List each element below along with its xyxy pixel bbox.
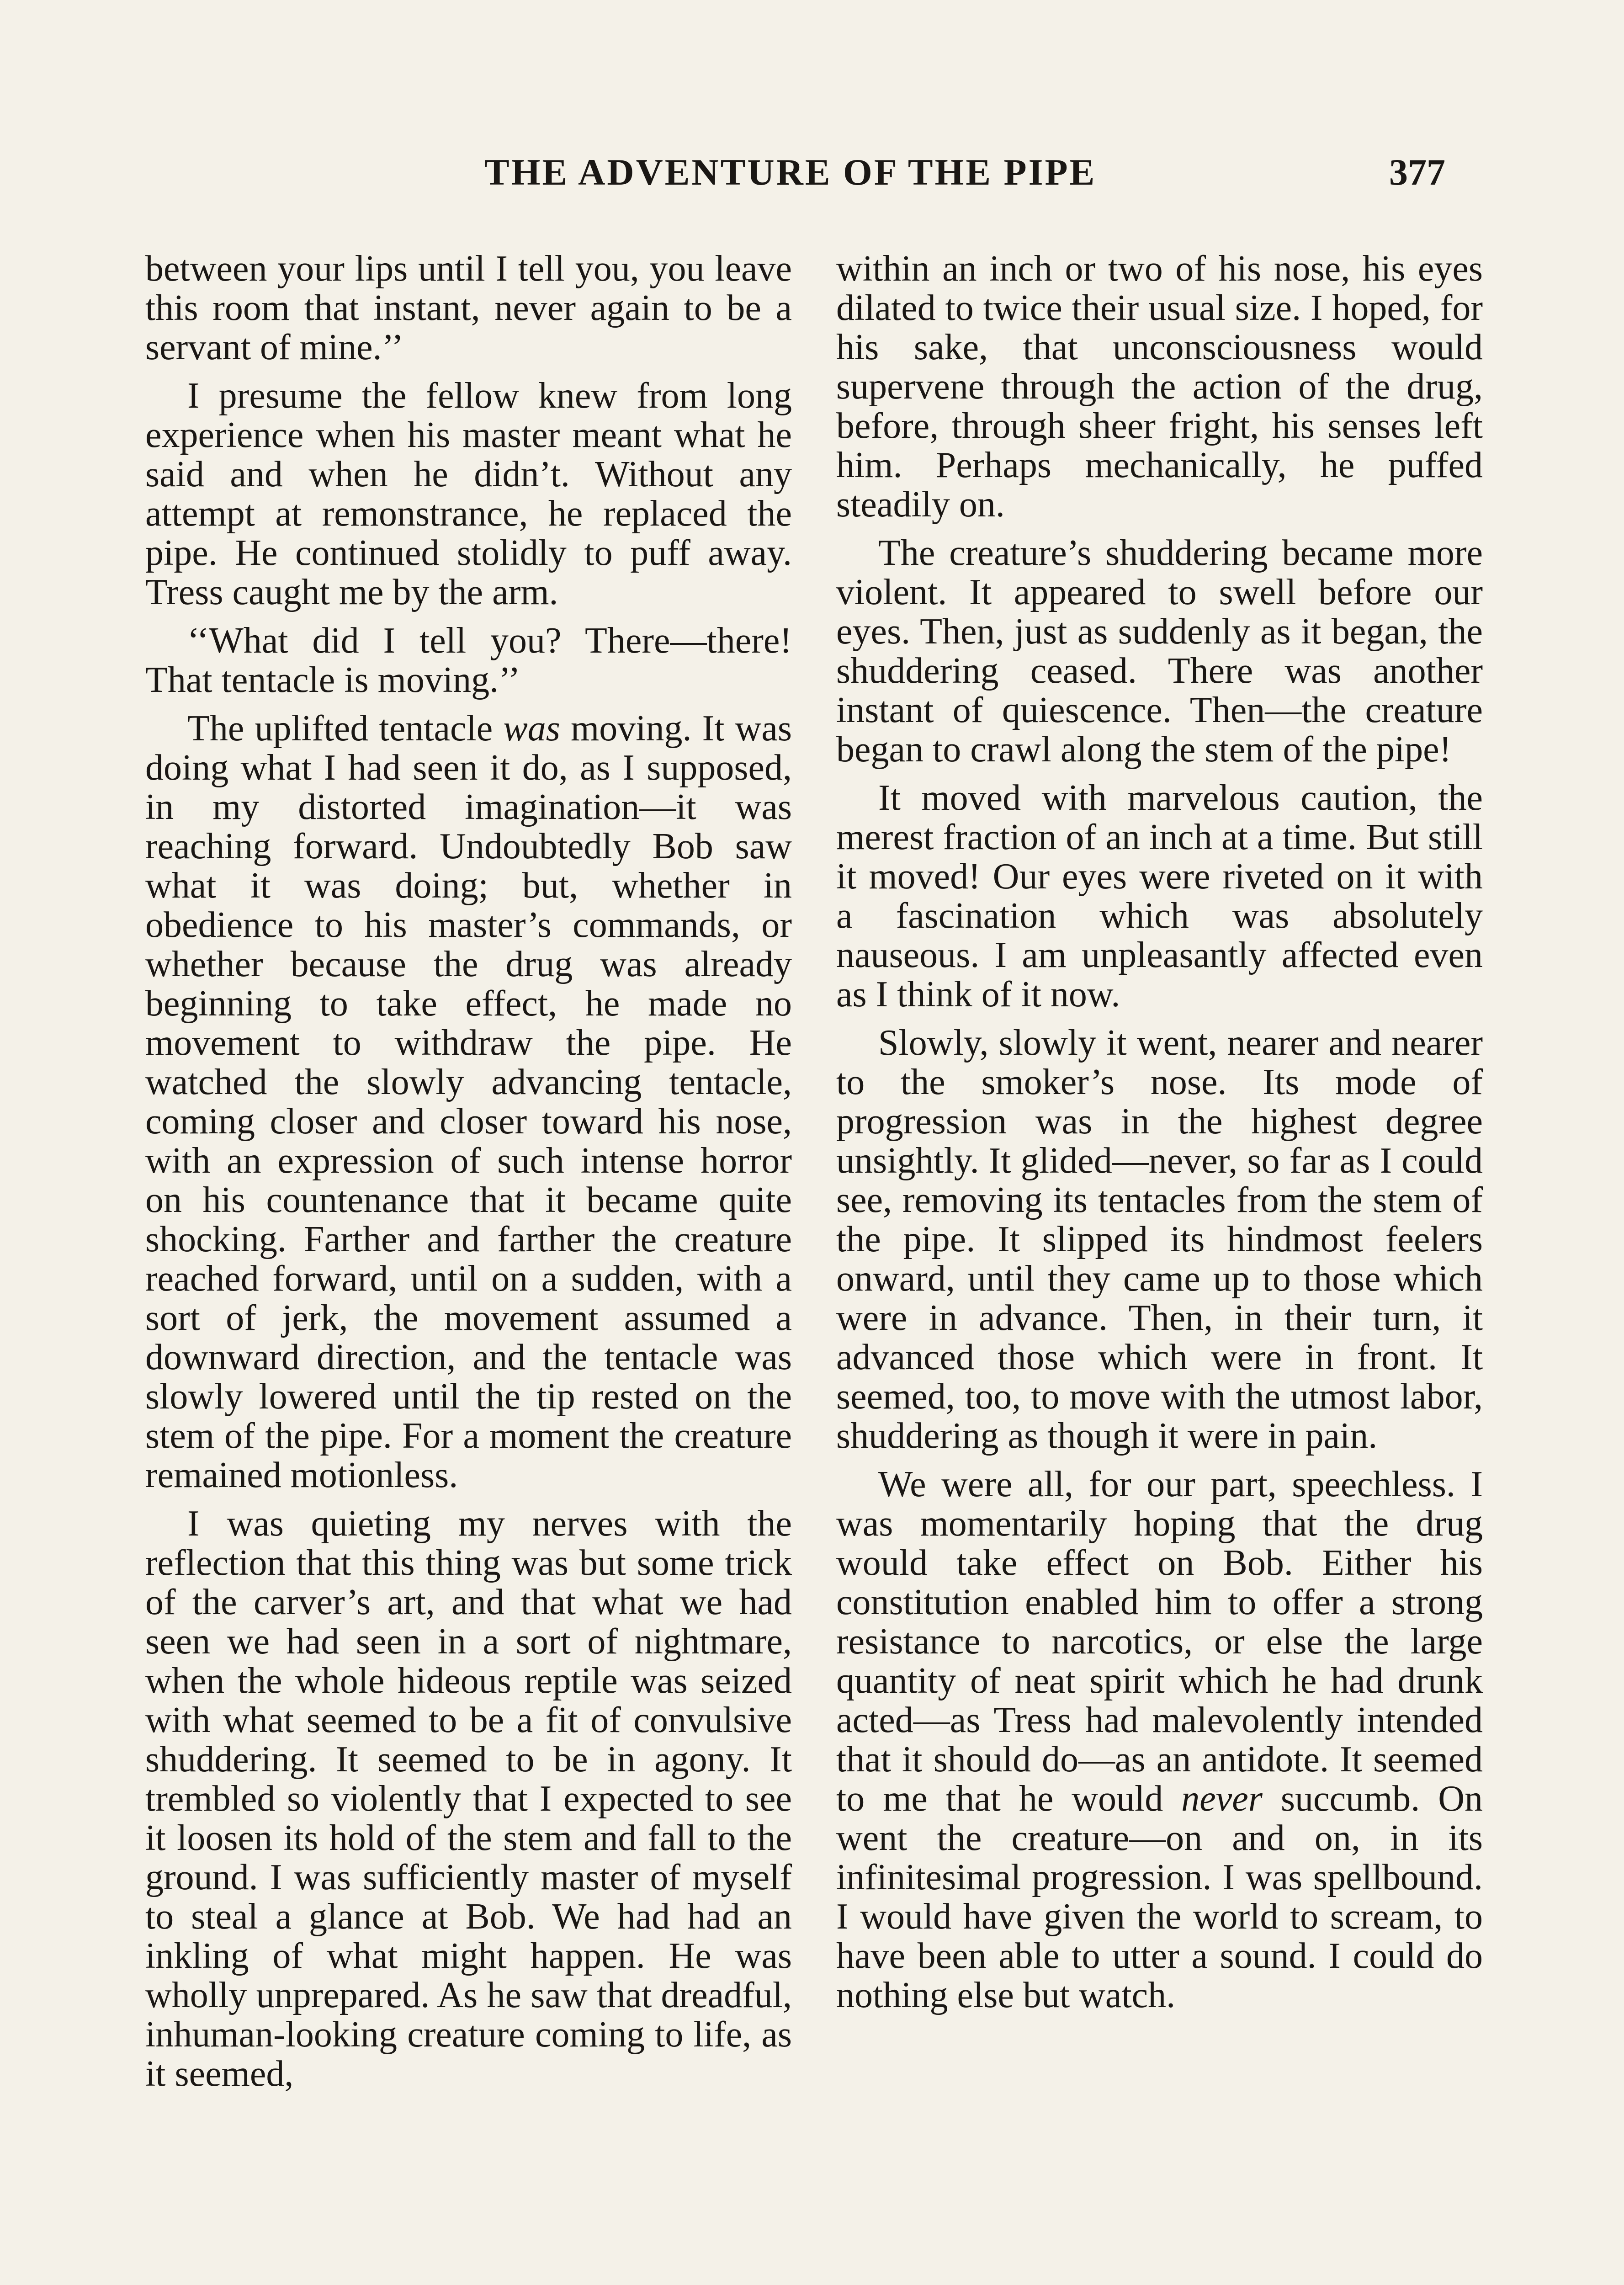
left-text-column <box>145 249 792 2094</box>
right-paragraph-1: within an inch or two of his nose, his eyes dilated to twice their usual size. I hoped, for his sake, that unconsciousness would supervene through the action of the drug, before, through sheer fright, his senses left him. Perhaps mechanically, he puffed steadily on. <box>836 249 1483 525</box>
left-paragraph-1: between your lips until I tell you, you leave this room that instant, never again to be a servant of mine.’’ <box>145 249 792 367</box>
right-paragraph-5-start: We were all, for our part, speechless. I was momentarily hoping that the drug would take effect on Bob. Either his constitution enabled him to offer a strong resistance to narcotics, or else the large quantity of neat spirit which he had drunk acted—as Tress had malevolently intended that it should do—as an antidote. It seemed to me that he would <box>836 1464 1483 1819</box>
right-paragraph-3: It moved with marvelous caution, the merest fraction of an inch at a time. But still it moved! Our eyes were riveted on it with a fascination which was absolutely nauseous. I am unpleasantly affected even as I think of it now. <box>836 778 1483 1015</box>
right-paragraph-5-end: succumb. On went the creature—on and on, in its infinitesimal progression. I was spellbound. I would have given the world to scream, to have been able to utter a sound. I could do nothing else but watch. <box>836 1779 1483 2015</box>
left-paragraph-4-start: The uplifted tentacle <box>187 708 504 749</box>
right-paragraph-5-emphasis: never <box>1181 1779 1263 1819</box>
left-paragraph-4-end: moving. It was doing what I had seen it do, as I supposed, in my distorted imagination—it was reaching forward. Undoubtedly Bob saw what it was doing; but, whether in obedience to his master’s commands, or whether because the drug was already beginning to take effect, he made no movement to withdraw the pipe. He watched the slowly advancing tentacle, coming closer and closer toward his nose, with an expression of such intense horror on his countenance that it became quite shocking. Farther and farther the creature reached forward, until on a sudden, with a sort of jerk, the movement assumed a downward direction, and the tentacle was slowly lowered until the tip rested on the stem of the pipe. For a moment the creature remained motionless. <box>145 708 792 1495</box>
left-paragraph-2: I presume the fellow knew from long experience when his master meant what he said and when he didn’t. Without any attempt at remonstrance, he replaced the pipe. He continued stolidly to puff away. Tress caught me by the arm. <box>145 376 792 612</box>
left-paragraph-5: I was quieting my nerves with the reflection that this thing was but some trick of the carver’s art, and that what we had seen we had seen in a sort of nightmare, when the whole hideous reptile was seized with what seemed to be a fit of convulsive shuddering. It seemed to be in agony. It trembled so violently that I expected to see it loosen its hold of the stem and fall to the ground. I was sufficiently master of myself to steal a glance at Bob. We had had an inkling of what might happen. He was wholly unprepared. As he saw that dreadful, inhuman-looking creature coming to life, as it seemed, <box>145 1504 792 2094</box>
left-paragraph-4 <box>145 709 792 1495</box>
page-number: 377 <box>1389 151 1445 193</box>
left-paragraph-3: ‘‘What did I tell you? There—there! That tentacle is moving.’’ <box>145 621 792 700</box>
right-text-column <box>836 249 1483 2015</box>
right-paragraph-2: The creature’s shuddering became more violent. It appeared to swell before our eyes. Then, just as suddenly as it began, the shuddering ceased. There was another instant of quiescence. Then—the creature began to crawl along the stem of the pipe! <box>836 533 1483 770</box>
running-head-title: THE ADVENTURE OF THE PIPE <box>484 151 1097 193</box>
right-paragraph-5 <box>836 1465 1483 2015</box>
left-paragraph-4-emphasis: was <box>503 708 560 749</box>
right-paragraph-4: Slowly, slowly it went, nearer and nearer to the smoker’s nose. Its mode of progression was in the highest degree unsightly. It glided—never, so far as I could see, removing its tentacles from the stem of the pipe. It slipped its hindmost feelers onward, until they came up to those which were in advance. Then, in their turn, it advanced those which were in front. It seemed, too, to move with the utmost labor, shuddering as though it were in pain. <box>836 1023 1483 1456</box>
